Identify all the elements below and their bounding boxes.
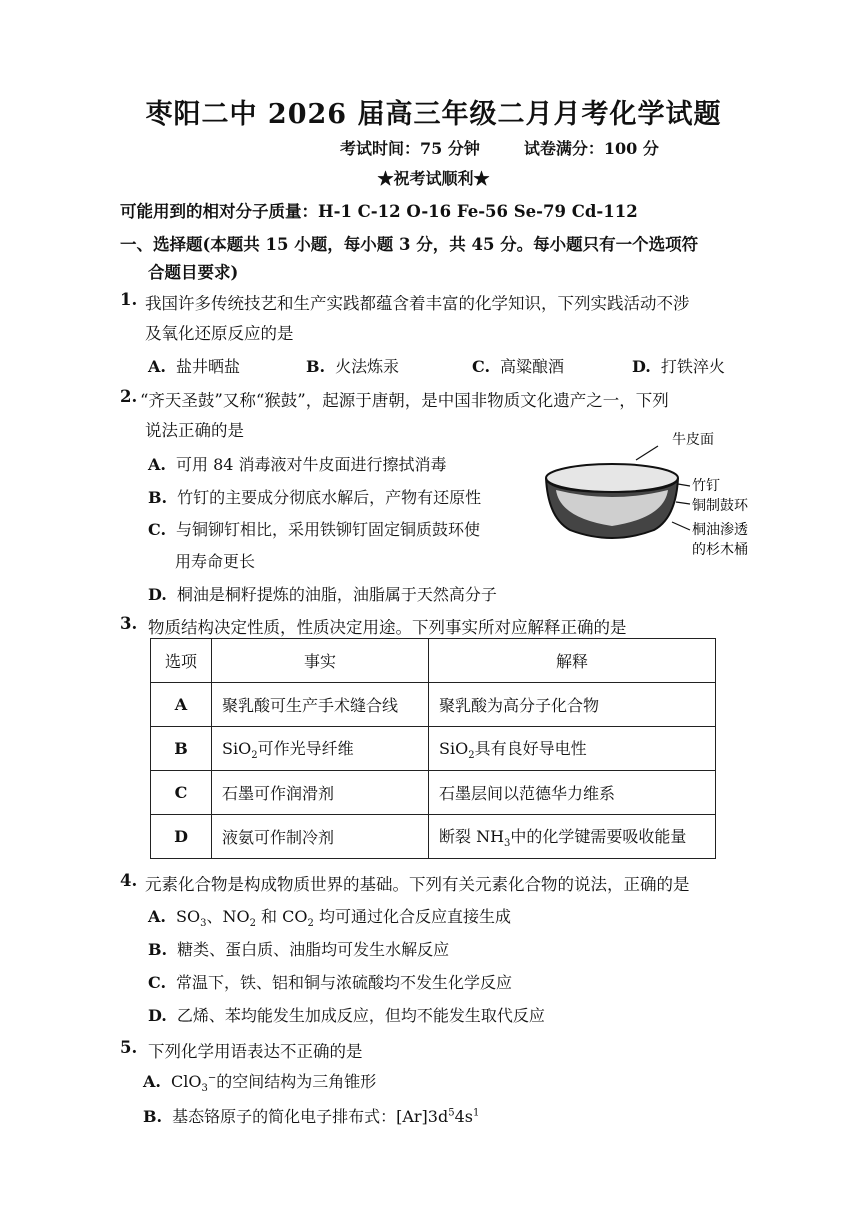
q2-option-c-cont: 用寿命更长 [175,552,256,571]
skin-leader-line [636,446,658,460]
exam-wish: ★祝考试顺利★ [377,169,490,188]
q4-option-d[interactable]: D. 乙烯、苯均能发生加成反应，但均不能发生取代反应 [148,1006,545,1025]
row-reason: 石墨层间以范德华力维系 [429,771,716,815]
table-row[interactable] [151,727,716,771]
table-row[interactable] [151,771,716,815]
exam-meta [340,136,659,159]
q3-number: 3. [120,614,138,633]
q4-option-c[interactable]: C. 常温下，铁、铝和铜与浓硫酸均不发生化学反应 [148,973,513,992]
ring-leader-line [676,502,690,504]
header-reason: 解释 [429,639,716,683]
q1-number: 1. [120,290,138,309]
row-option: C [151,771,212,815]
q3-table [150,638,716,859]
q5-option-a[interactable]: A. ClO$_3$−的空间结构为三角锥形 [143,1072,377,1095]
drum-skin-shape [546,464,678,492]
header-option: 选项 [151,639,212,683]
q1-option-d[interactable]: D. 打铁淬火 [632,357,725,376]
table-header-row [151,639,716,683]
q4-option-b[interactable]: B. 糖类、蛋白质、油脂均可发生水解反应 [148,940,450,959]
nail-leader-line [678,484,690,486]
drum-figure [540,430,760,565]
q2-number: 2. [120,387,138,406]
exam-score: 试卷满分：100 分 [523,139,659,158]
q2-stem-line1: “齐天圣鼓”又称“猴鼓”，起源于唐朝，是中国非物质文化遗产之一，下列 [140,391,669,410]
label-barrel-2: 的杉木桶 [692,542,748,558]
row-fact: SiO$_2$可作光导纤维 [212,727,429,771]
q2-option-c[interactable]: C. 与铜铆钉相比，采用铁铆钉固定铜质鼓环使 [148,520,481,539]
q1-stem-line1: 我国许多传统技艺和生产实践都蕴含着丰富的化学知识，下列实践活动不涉 [145,294,690,313]
q2-option-a[interactable]: A. 可用 84 消毒液对牛皮面进行擦拭消毒 [148,455,447,474]
row-option: D [151,815,212,859]
label-ring: 铜制鼓环 [692,498,748,514]
q5-stem: 下列化学用语表达不正确的是 [148,1042,363,1061]
q4-option-a[interactable]: A. $SO_3$、$NO_2$ 和 $CO_2$ 均可通过化合反应直接生成 [148,907,511,930]
q2-option-d[interactable]: D. 桐油是桐籽提炼的油脂，油脂属于天然高分子 [148,585,497,604]
row-fact: 石墨可作润滑剂 [212,771,429,815]
q2-stem-line2: 说法正确的是 [145,421,244,440]
q1-option-c[interactable]: C. 高粱酿酒 [472,357,565,376]
q5-number: 5. [120,1038,138,1057]
q3-stem: 物质结构决定性质，性质决定用途。下列事实所对应解释正确的是 [148,618,627,637]
q2-option-b[interactable]: B. 竹钉的主要成分彻底水解后，产物有还原性 [148,488,482,507]
q5-option-b[interactable]: B. 基态铬原子的简化电子排布式：$[Ar]3d^54s^1$ [143,1107,480,1126]
label-barrel-1: 桐油渗透 [692,522,748,538]
q4-stem: 元素化合物是构成物质世界的基础。下列有关元素化合物的说法，正确的是 [145,875,690,894]
row-reason: 聚乳酸为高分子化合物 [429,683,716,727]
exam-time: 考试时间：75 分钟 [340,139,480,158]
section-heading-line2: 合题目要求) [148,263,239,282]
q1-option-b[interactable]: B. 火法炼汞 [306,357,400,376]
row-option: B [151,727,212,771]
row-option: A [151,683,212,727]
label-skin: 牛皮面 [672,432,714,448]
table-row[interactable] [151,683,716,727]
row-reason: SiO$_2$具有良好导电性 [429,727,716,771]
relative-masses: 可能用到的相对分子质量：H-1 C-12 O-16 Fe-56 Se-79 Cd-112 [120,202,638,221]
header-fact: 事实 [212,639,429,683]
label-nail: 竹钉 [692,478,720,494]
row-fact: 聚乳酸可生产手术缝合线 [212,683,429,727]
barrel-leader-line [672,522,690,530]
table-row[interactable] [151,815,716,859]
row-fact: 液氨可作制冷剂 [212,815,429,859]
row-reason: 断裂 $NH_3$中的化学键需要吸收能量 [429,815,716,859]
q1-option-a[interactable]: A. 盐井晒盐 [148,357,240,376]
q4-number: 4. [120,871,138,890]
section-heading-line1: 一、选择题(本题共 15 小题，每小题 3 分，共 45 分。每小题只有一个选项符 [120,235,699,254]
exam-title: 枣阳二中 2026 届高三年级二月月考化学试题 [145,99,722,130]
q1-stem-line2: 及氧化还原反应的是 [145,324,294,343]
